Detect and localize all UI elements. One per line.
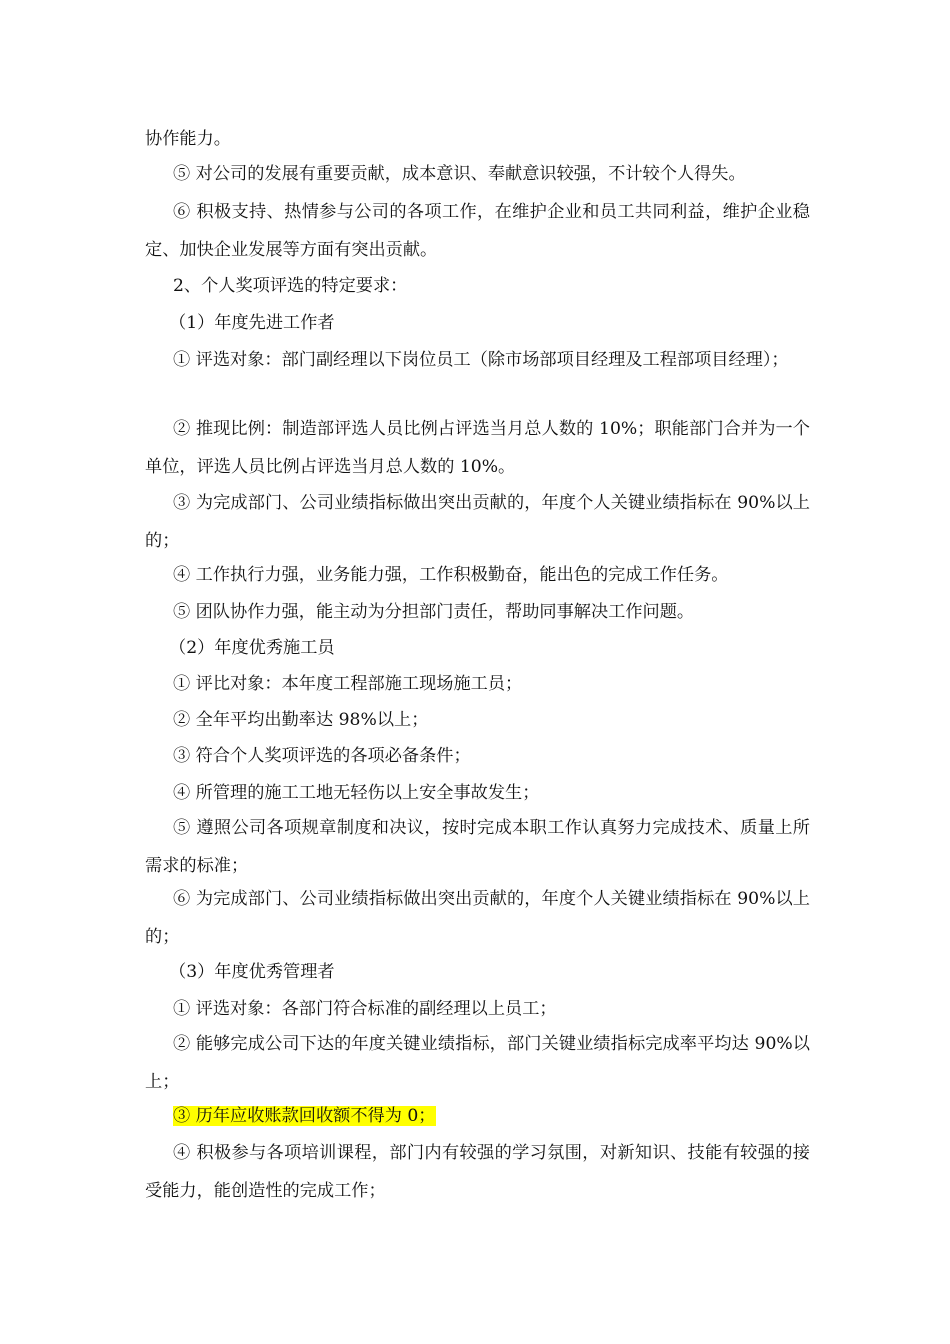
criterion-execution: ④ 工作执行力强，业务能力强，工作积极勤奋，能出色的完成工作任务。 — [173, 565, 729, 585]
criterion-training: ④ 积极参与各项培训课程，部门内有较强的学习氛围，对新知识、技能有较强的接受能力，能创造性的完成工作； — [145, 1143, 810, 1201]
criterion-manager-target: ① 评选对象：各部门符合标准的副经理以上员工； — [173, 999, 557, 1019]
criterion-safety: ④ 所管理的施工工地无轻伤以上安全事故发生； — [173, 783, 540, 803]
criterion-kpi: ⑥ 为完成部门、公司业绩指标做出突出贡献的，年度个人关键业绩指标在 90%以上的； — [145, 889, 810, 947]
criterion-teamwork: ⑤ 团队协作力强，能主动为分担部门责任，帮助同事解决工作问题。 — [173, 602, 695, 622]
paragraph-item-5: ⑤ 对公司的发展有重要贡献，成本意识、奉献意识较强，不计较个人得失。 — [173, 164, 746, 184]
criterion-evaluation-target: ① 评比对象：本年度工程部施工现场施工员； — [173, 674, 523, 694]
criterion-receivables-highlighted — [145, 1097, 810, 1135]
paragraph-continuation: 协作能力。 — [145, 129, 231, 149]
criterion-manager-kpi: ② 能够完成公司下达的年度关键业绩指标，部门关键业绩指标完成率平均达 90%以上； — [145, 1034, 810, 1092]
criterion-attendance: ② 全年平均出勤率达 98%以上； — [173, 710, 429, 730]
subheading-advanced-worker: （1）年度先进工作者 — [169, 313, 335, 333]
criterion-regulations: ⑤ 遵照公司各项规章制度和决议，按时完成本职工作认真努力完成技术、质量上所需求的标准； — [145, 818, 810, 876]
paragraph-item-6: ⑥ 积极支持、热情参与公司的各项工作，在维护企业和员工共同利益，维护企业稳定、加快企业发展等方面有突出贡献。 — [145, 202, 810, 260]
subheading-excellent-manager: （3）年度优秀管理者 — [169, 962, 335, 982]
highlighted-text: ③ 历年应收账款回收额不得为 0； — [173, 1106, 436, 1126]
criterion-requirements: ③ 符合个人奖项评选的各项必备条件； — [173, 746, 471, 766]
criterion-performance: ③ 为完成部门、公司业绩指标做出突出贡献的，年度个人关键业绩指标在 90%以上的； — [145, 493, 810, 551]
criterion-selection-target: ① 评选对象：部门副经理以下岗位员工（除市场部项目经理及工程部项目经理）； — [173, 350, 789, 370]
criterion-nomination-ratio: ② 推现比例：制造部评选人员比例占评选当月总人数的 10%；职能部门合并为一个单位，评选人员比例占评选当月总人数的 10%。 — [145, 419, 810, 477]
section-heading-2: 2、个人奖项评选的特定要求： — [173, 276, 408, 296]
subheading-construction-staff: （2）年度优秀施工员 — [169, 638, 335, 658]
